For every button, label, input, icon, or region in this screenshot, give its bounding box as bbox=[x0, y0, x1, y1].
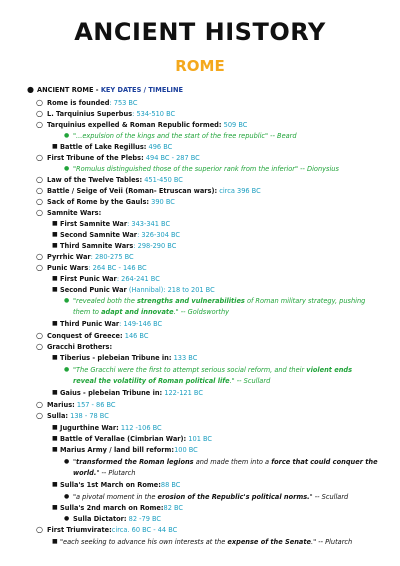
quote: "...expulsion of the kings and the start of the free republic" -- Beard bbox=[73, 132, 297, 140]
bullet-circle-icon bbox=[36, 253, 43, 261]
list-item: First Samnite War: 343-341 BC bbox=[60, 220, 171, 228]
quote: "transformed the Roman legions and made them into a force that could conquer the bbox=[73, 458, 378, 466]
bullet-circle-icon bbox=[36, 526, 43, 534]
bullet-disc-icon bbox=[64, 515, 69, 523]
list-item: Battle of Verallae (Cimbrian War): 101 BC bbox=[60, 435, 212, 443]
bullet-square-icon bbox=[52, 275, 58, 283]
bullet-circle-icon bbox=[36, 176, 43, 184]
list-item: L. Tarquinius Superbus: 534-510 BC bbox=[47, 110, 176, 118]
list-item: Sulla Dictator: 82 -79 BC bbox=[73, 515, 161, 523]
list-item: Punic Wars: 264 BC - 146 BC bbox=[47, 264, 147, 272]
bullet-square-icon bbox=[52, 231, 58, 239]
bullet-square-icon bbox=[52, 143, 58, 151]
list-item: Third Punic War: 149-146 BC bbox=[60, 320, 163, 328]
page-title: ANCIENT HISTORY bbox=[74, 18, 326, 46]
bullet-square-icon bbox=[52, 242, 58, 250]
bullet-square-icon bbox=[52, 481, 58, 489]
list-item: Samnite Wars: bbox=[47, 209, 102, 217]
quote-continued: world." -- Plutarch bbox=[73, 469, 136, 477]
quote: "The Gracchi were the first to attempt serious social reform, and their violent ends bbox=[73, 366, 353, 374]
list-item: Second Samnite War: 326-304 BC bbox=[60, 231, 181, 239]
list-item: Gracchi Brothers: bbox=[47, 343, 113, 351]
bullet-square-icon bbox=[52, 354, 58, 362]
bullet-square-icon bbox=[52, 424, 58, 432]
bullet-square-icon bbox=[52, 220, 58, 228]
bullet-disc-icon bbox=[64, 366, 69, 374]
page-subtitle: ROME bbox=[175, 57, 225, 75]
list-item: Jugurthine War: 112 -106 BC bbox=[60, 424, 162, 432]
quote-continued: reveal the volatility of Roman political life." -- Scullard bbox=[73, 377, 271, 385]
list-item: Tiberius - plebeian Tribune in: 133 BC bbox=[60, 354, 198, 362]
quote-continued: them to adapt and innovate." -- Goldsworthy bbox=[73, 308, 230, 316]
list-item: Battle of Lake Regillus: 496 BC bbox=[60, 143, 173, 151]
bullet-disc-icon bbox=[64, 493, 69, 501]
bullet-circle-icon bbox=[36, 154, 43, 162]
list-item: First Tribune of the Plebs: 494 BC - 287 BC bbox=[47, 154, 200, 162]
bullet-circle-icon bbox=[36, 264, 43, 272]
list-item: Sack of Rome by the Gauls: 390 BC bbox=[47, 198, 175, 206]
bullet-disc-icon bbox=[64, 132, 69, 140]
list-item: Second Punic War (Hannibal): 218 to 201 BC bbox=[60, 286, 215, 294]
list-item: Sulla: 138 - 78 BC bbox=[47, 412, 109, 420]
bullet-circle-icon bbox=[36, 110, 43, 118]
bullet-circle-icon bbox=[36, 412, 43, 420]
bullet-square-icon bbox=[52, 446, 58, 454]
bullet-square-icon bbox=[52, 435, 58, 443]
list-item: First Punic War: 264-241 BC bbox=[60, 275, 160, 283]
bullet-circle-icon bbox=[36, 187, 43, 195]
section-heading: ANCIENT ROME - KEY DATES / TIMELINE bbox=[37, 86, 184, 94]
list-item: Marius Army / land bill reform:100 BC bbox=[60, 446, 198, 454]
bullet-disc-icon bbox=[64, 458, 69, 466]
bullet-circle-icon bbox=[36, 332, 43, 340]
bullet-disc-icon bbox=[64, 297, 69, 305]
bullet-circle-icon bbox=[36, 209, 43, 217]
list-item: Tarquinius expelled & Roman Republic formed: 509 BC bbox=[47, 121, 248, 129]
bullet-square-icon bbox=[52, 320, 58, 328]
list-item: Battle / Seige of Veii (Roman- Etruscan wars): circa 396 BC bbox=[47, 187, 261, 195]
bullet-circle-icon bbox=[36, 99, 43, 107]
bullet-circle-icon bbox=[36, 198, 43, 206]
bullet-square-icon bbox=[52, 504, 58, 512]
list-item: Third Samnite Wars: 298-290 BC bbox=[60, 242, 177, 250]
bullet-disc-icon bbox=[27, 86, 34, 94]
list-item: First Triumvirate:circa. 60 BC - 44 BC bbox=[47, 526, 178, 534]
bullet-square-icon bbox=[52, 538, 58, 546]
list-item: Law of the Twelve Tables: 451-450 BC bbox=[47, 176, 183, 184]
list-item: Sulla's 1st March on Rome:88 BC bbox=[60, 481, 181, 489]
bullet-circle-icon bbox=[36, 343, 43, 351]
list-item: Gaius - plebeian Tribune in: 122-121 BC bbox=[60, 389, 203, 397]
quote: "Romulus distinguished those of the superior rank from the inferior" -- Dionysius bbox=[73, 165, 339, 173]
list-item: Pyrrhic War: 280-275 BC bbox=[47, 253, 134, 261]
bullet-square-icon bbox=[52, 286, 58, 294]
bullet-square-icon bbox=[52, 389, 58, 397]
list-item: Sulla's 2nd march on Rome:82 BC bbox=[60, 504, 184, 512]
bullet-circle-icon bbox=[36, 121, 43, 129]
bullet-disc-icon bbox=[64, 165, 69, 173]
bullet-circle-icon bbox=[36, 401, 43, 409]
list-item: Rome is founded: 753 BC bbox=[47, 99, 138, 107]
quote: "each seeking to advance his own interests at the expense of the Senate." -- Plutarch bbox=[60, 538, 353, 546]
quote: "revealed both the strengths and vulnerabilities of Roman military strategy, pushing bbox=[73, 297, 366, 305]
list-item: Marius: 157 - 86 BC bbox=[47, 401, 116, 409]
list-item: Conquest of Greece: 146 BC bbox=[47, 332, 149, 340]
quote: "a pivotal moment in the erosion of the Republic's political norms." -- Scullard bbox=[73, 493, 349, 501]
